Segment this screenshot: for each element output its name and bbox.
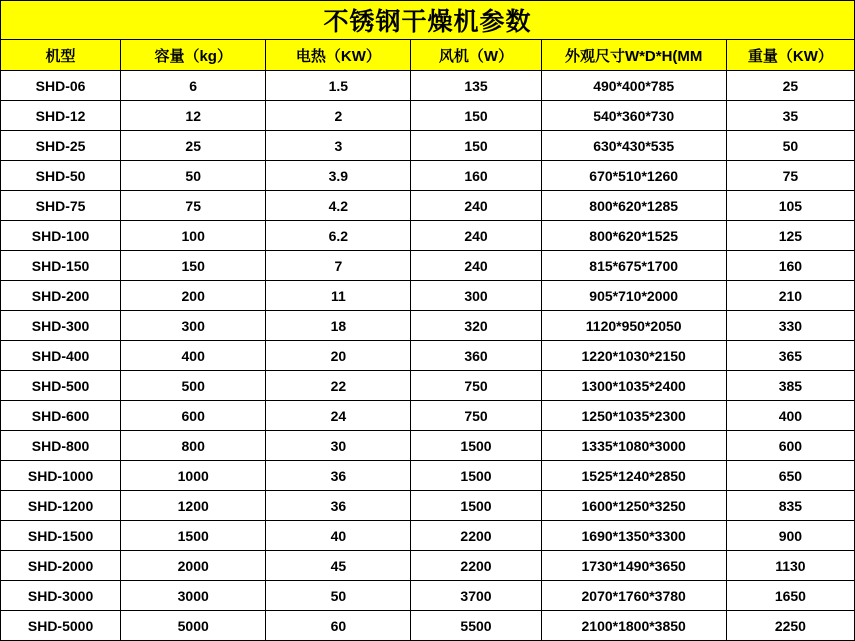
cell-electric-heat: 45 (266, 551, 411, 581)
cell-dimensions: 2100*1800*3850 (541, 611, 726, 641)
table-row (1, 431, 855, 461)
table-row (1, 161, 855, 191)
cell-dimensions: 800*620*1285 (541, 191, 726, 221)
cell-capacity: 12 (121, 101, 266, 131)
cell-model: SHD-06 (1, 71, 121, 101)
cell-model: SHD-1000 (1, 461, 121, 491)
cell-weight: 210 (726, 281, 854, 311)
cell-model: SHD-100 (1, 221, 121, 251)
cell-electric-heat: 6.2 (266, 221, 411, 251)
table-row (1, 371, 855, 401)
cell-fan: 1500 (411, 491, 541, 521)
cell-model: SHD-1200 (1, 491, 121, 521)
column-header-dimensions: 外观尺寸W*D*H(MM (541, 40, 726, 71)
cell-fan: 1500 (411, 431, 541, 461)
table-row (1, 551, 855, 581)
table-row (1, 491, 855, 521)
cell-electric-heat: 3 (266, 131, 411, 161)
table-header-row (1, 40, 855, 71)
cell-weight: 160 (726, 251, 854, 281)
table-row (1, 611, 855, 641)
cell-capacity: 50 (121, 161, 266, 191)
cell-capacity: 25 (121, 131, 266, 161)
cell-fan: 360 (411, 341, 541, 371)
cell-dimensions: 1690*1350*3300 (541, 521, 726, 551)
table-row (1, 401, 855, 431)
cell-dimensions: 815*675*1700 (541, 251, 726, 281)
cell-dimensions: 1730*1490*3650 (541, 551, 726, 581)
table-title-row (1, 1, 855, 40)
cell-dimensions: 1525*1240*2850 (541, 461, 726, 491)
cell-model: SHD-800 (1, 431, 121, 461)
cell-dimensions: 540*360*730 (541, 101, 726, 131)
cell-dimensions: 1220*1030*2150 (541, 341, 726, 371)
cell-model: SHD-25 (1, 131, 121, 161)
cell-weight: 650 (726, 461, 854, 491)
cell-fan: 240 (411, 221, 541, 251)
cell-capacity: 6 (121, 71, 266, 101)
cell-capacity: 150 (121, 251, 266, 281)
cell-capacity: 600 (121, 401, 266, 431)
cell-electric-heat: 40 (266, 521, 411, 551)
cell-electric-heat: 36 (266, 461, 411, 491)
cell-weight: 125 (726, 221, 854, 251)
cell-model: SHD-300 (1, 311, 121, 341)
cell-fan: 320 (411, 311, 541, 341)
cell-weight: 50 (726, 131, 854, 161)
cell-capacity: 2000 (121, 551, 266, 581)
page-title: 不锈钢干燥机参数 (1, 1, 855, 40)
cell-capacity: 300 (121, 311, 266, 341)
table-row (1, 341, 855, 371)
cell-fan: 240 (411, 251, 541, 281)
cell-model: SHD-500 (1, 371, 121, 401)
table-row (1, 521, 855, 551)
cell-electric-heat: 2 (266, 101, 411, 131)
cell-model: SHD-50 (1, 161, 121, 191)
cell-model: SHD-400 (1, 341, 121, 371)
table-row (1, 101, 855, 131)
cell-weight: 2250 (726, 611, 854, 641)
cell-electric-heat: 24 (266, 401, 411, 431)
cell-dimensions: 1250*1035*2300 (541, 401, 726, 431)
cell-weight: 35 (726, 101, 854, 131)
cell-electric-heat: 30 (266, 431, 411, 461)
cell-dimensions: 630*430*535 (541, 131, 726, 161)
table-row (1, 131, 855, 161)
cell-capacity: 1500 (121, 521, 266, 551)
cell-weight: 385 (726, 371, 854, 401)
cell-dimensions: 800*620*1525 (541, 221, 726, 251)
cell-model: SHD-600 (1, 401, 121, 431)
cell-model: SHD-200 (1, 281, 121, 311)
cell-capacity: 3000 (121, 581, 266, 611)
cell-electric-heat: 3.9 (266, 161, 411, 191)
cell-electric-heat: 18 (266, 311, 411, 341)
cell-electric-heat: 50 (266, 581, 411, 611)
cell-fan: 2200 (411, 551, 541, 581)
cell-capacity: 400 (121, 341, 266, 371)
cell-fan: 150 (411, 131, 541, 161)
column-header-capacity: 容量（kg） (121, 40, 266, 71)
cell-model: SHD-150 (1, 251, 121, 281)
column-header-fan: 风机（W） (411, 40, 541, 71)
cell-electric-heat: 1.5 (266, 71, 411, 101)
cell-weight: 75 (726, 161, 854, 191)
cell-fan: 5500 (411, 611, 541, 641)
cell-weight: 400 (726, 401, 854, 431)
cell-weight: 600 (726, 431, 854, 461)
cell-dimensions: 490*400*785 (541, 71, 726, 101)
column-header-model: 机型 (1, 40, 121, 71)
cell-fan: 750 (411, 401, 541, 431)
cell-model: SHD-2000 (1, 551, 121, 581)
table-row (1, 191, 855, 221)
table-row (1, 281, 855, 311)
cell-fan: 750 (411, 371, 541, 401)
cell-electric-heat: 20 (266, 341, 411, 371)
table-row (1, 581, 855, 611)
cell-model: SHD-75 (1, 191, 121, 221)
table-row (1, 311, 855, 341)
cell-electric-heat: 36 (266, 491, 411, 521)
cell-capacity: 800 (121, 431, 266, 461)
cell-fan: 135 (411, 71, 541, 101)
cell-weight: 835 (726, 491, 854, 521)
cell-capacity: 200 (121, 281, 266, 311)
cell-capacity: 5000 (121, 611, 266, 641)
cell-electric-heat: 4.2 (266, 191, 411, 221)
cell-capacity: 1200 (121, 491, 266, 521)
cell-model: SHD-5000 (1, 611, 121, 641)
cell-weight: 330 (726, 311, 854, 341)
cell-electric-heat: 11 (266, 281, 411, 311)
cell-electric-heat: 7 (266, 251, 411, 281)
cell-dimensions: 2070*1760*3780 (541, 581, 726, 611)
cell-fan: 240 (411, 191, 541, 221)
cell-weight: 365 (726, 341, 854, 371)
cell-fan: 3700 (411, 581, 541, 611)
cell-fan: 160 (411, 161, 541, 191)
table-row (1, 251, 855, 281)
cell-capacity: 1000 (121, 461, 266, 491)
cell-capacity: 500 (121, 371, 266, 401)
table-row (1, 221, 855, 251)
cell-dimensions: 905*710*2000 (541, 281, 726, 311)
column-header-electric-heat: 电热（KW） (266, 40, 411, 71)
cell-weight: 25 (726, 71, 854, 101)
cell-capacity: 75 (121, 191, 266, 221)
table-row (1, 71, 855, 101)
cell-dimensions: 1300*1035*2400 (541, 371, 726, 401)
cell-dimensions: 1600*1250*3250 (541, 491, 726, 521)
cell-capacity: 100 (121, 221, 266, 251)
table-body (1, 1, 855, 641)
cell-electric-heat: 60 (266, 611, 411, 641)
cell-fan: 1500 (411, 461, 541, 491)
cell-fan: 2200 (411, 521, 541, 551)
cell-dimensions: 1335*1080*3000 (541, 431, 726, 461)
cell-dimensions: 1120*950*2050 (541, 311, 726, 341)
cell-weight: 105 (726, 191, 854, 221)
column-header-weight: 重量（KW） (726, 40, 854, 71)
cell-weight: 900 (726, 521, 854, 551)
cell-model: SHD-3000 (1, 581, 121, 611)
cell-weight: 1650 (726, 581, 854, 611)
cell-dimensions: 670*510*1260 (541, 161, 726, 191)
cell-weight: 1130 (726, 551, 854, 581)
table-row (1, 461, 855, 491)
cell-model: SHD-12 (1, 101, 121, 131)
cell-model: SHD-1500 (1, 521, 121, 551)
cell-electric-heat: 22 (266, 371, 411, 401)
cell-fan: 150 (411, 101, 541, 131)
cell-fan: 300 (411, 281, 541, 311)
